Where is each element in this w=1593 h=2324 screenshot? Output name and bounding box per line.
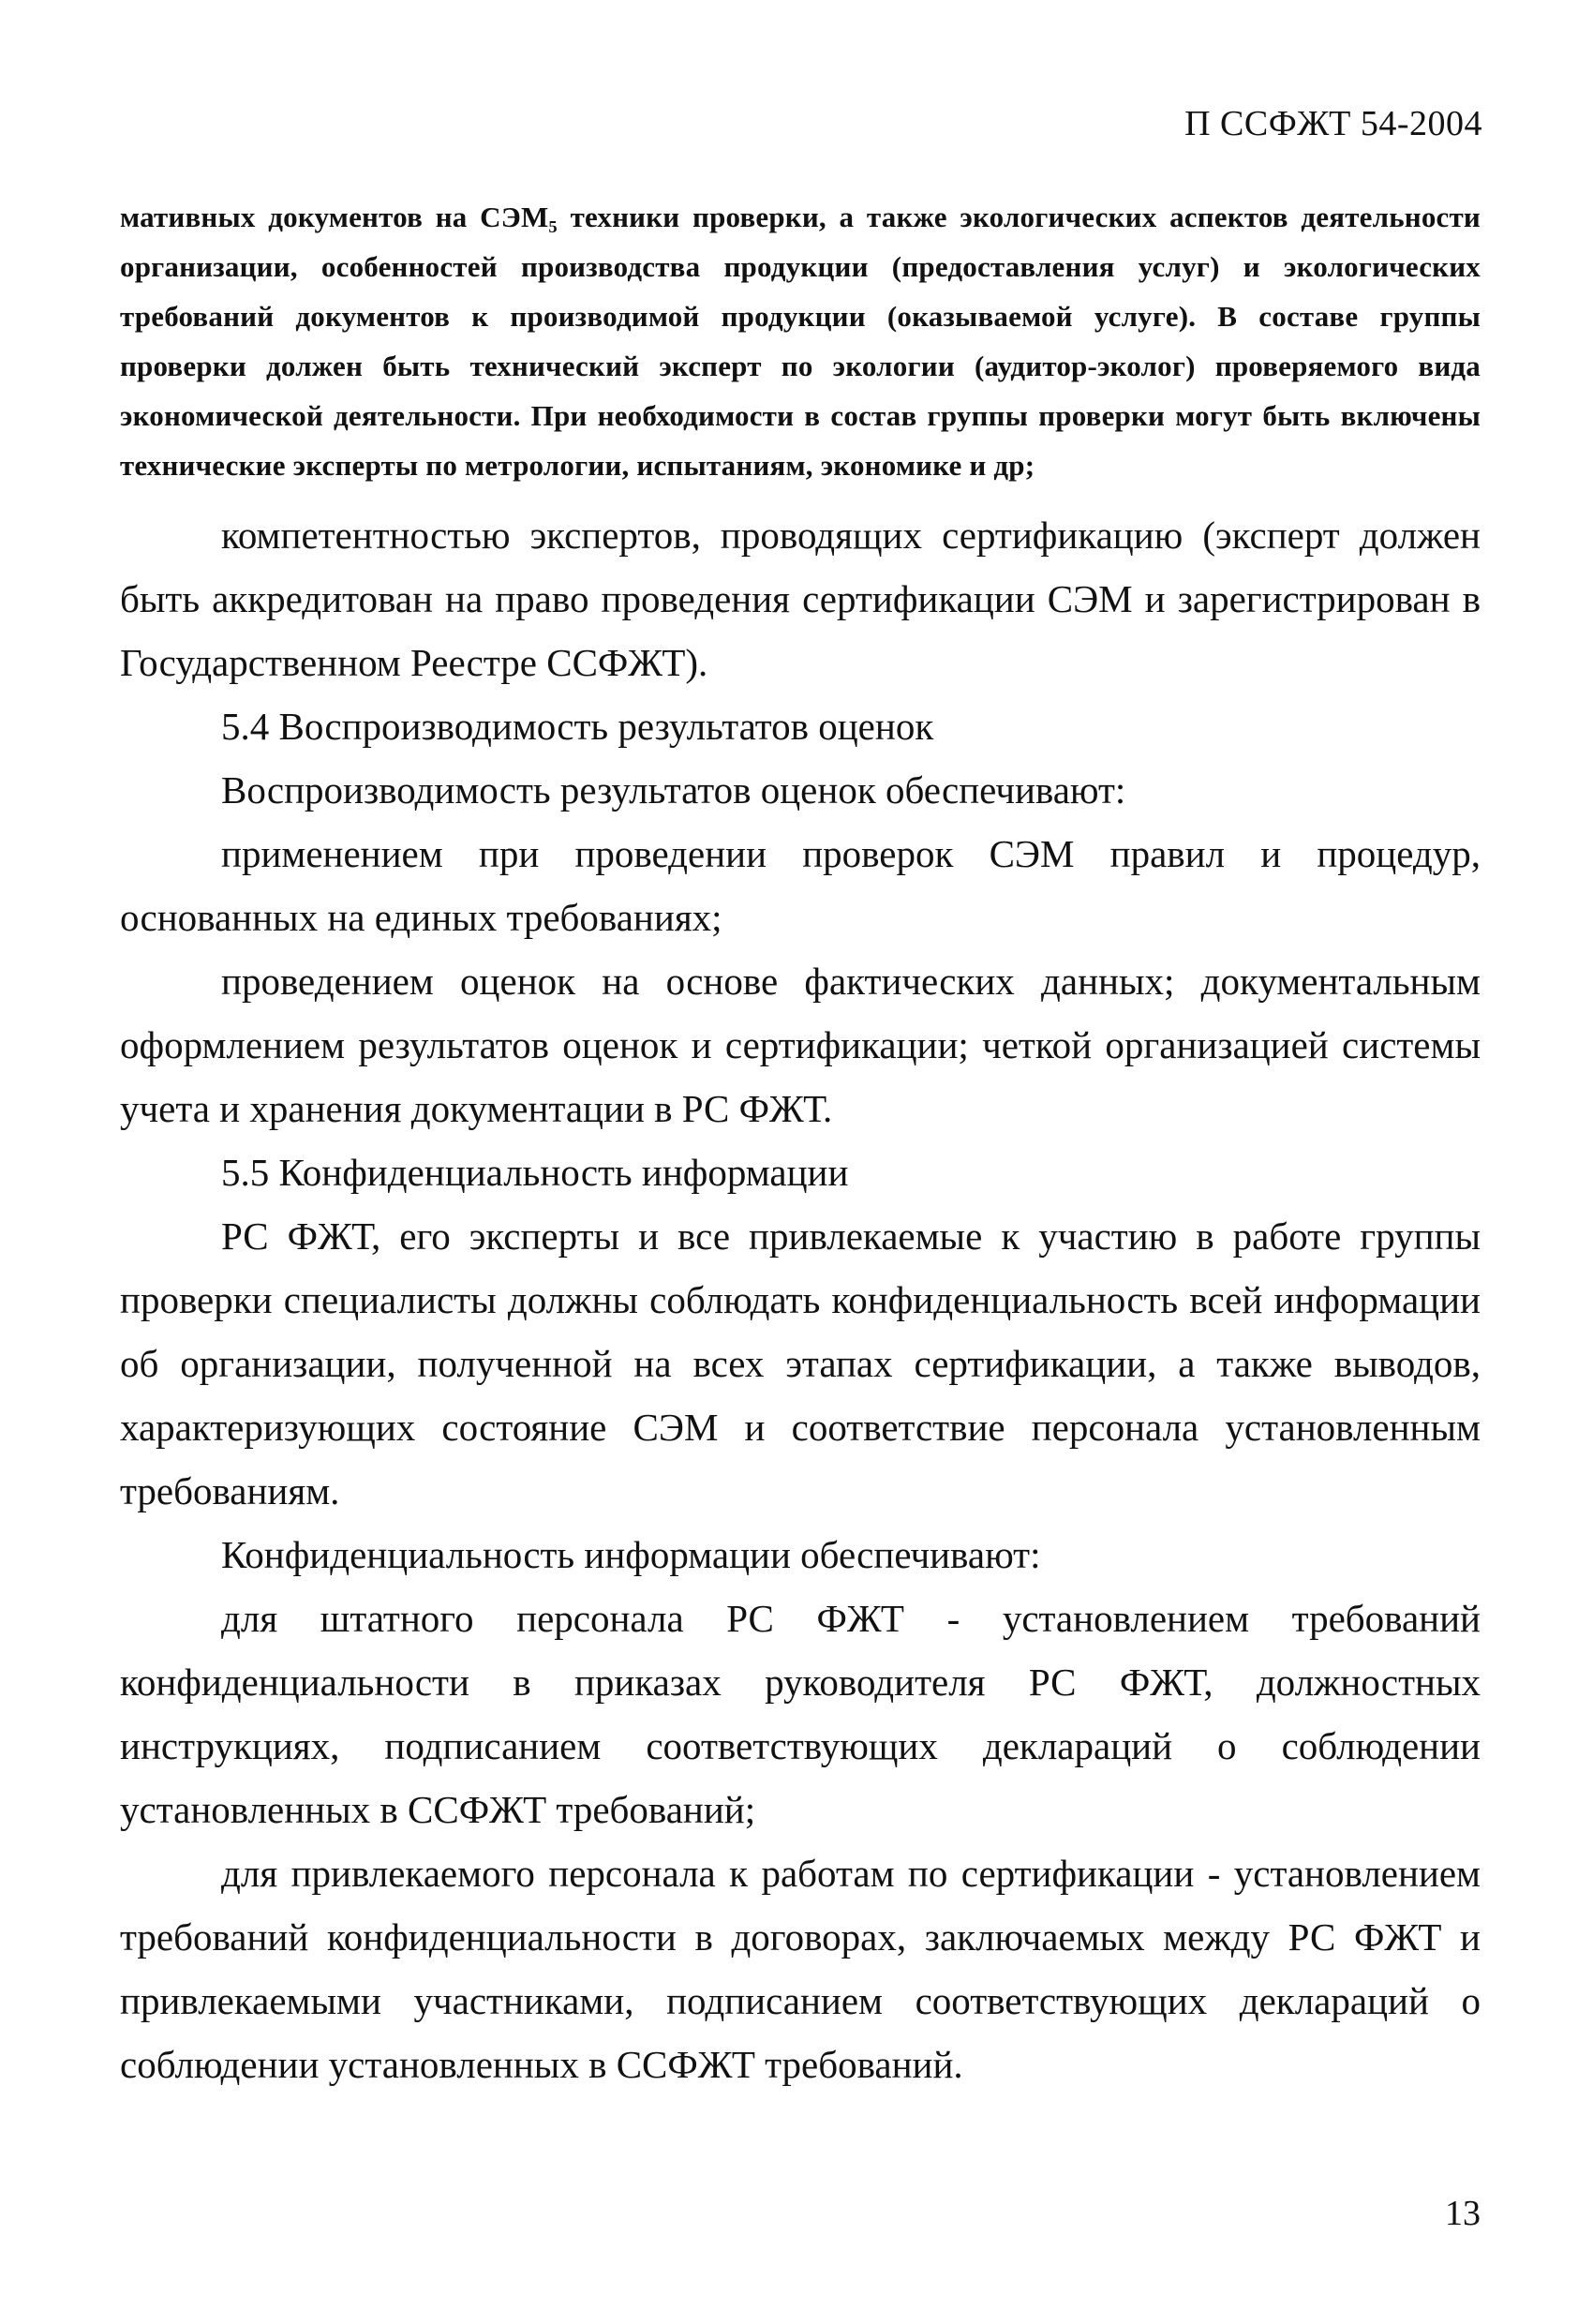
paragraph-reproducibility-evidence: проведением оценок на основе фактических данных; документальным оформлением результатов оценок и сертификации; четкой организацией системы учета и хранения документации в РС ФЖТ.	[120, 960, 1481, 1130]
paragraph-reproducibility-rules: применением при проведении проверок СЭМ правил и процедур, основанных на единых требованиях;	[120, 832, 1481, 939]
paragraph-competence: компетентностью экспертов, проводящих сертификацию (эксперт должен быть аккредитован на право проведения сертификации СЭМ и зарегистрирован в Государственном Реестре ССФЖТ).	[120, 514, 1481, 684]
paragraph-contractor-confidentiality: для привлекаемого персонала к работам по сертификации - установлением требований конфиденциальности в договорах, заключаемых между РС ФЖТ и привлекаемыми участниками, подписанием соответствующих деклараций о соблюдении установленных в ССФЖТ требований.	[120, 1852, 1481, 2086]
paragraph-reproducibility-intro: Воспроизводимость результатов оценок обеспечивают:	[221, 768, 1126, 812]
paragraph-confidentiality-obligation: РС ФЖТ, его эксперты и все привлекаемые к участию в работе группы проверки специалисты должны соблюдать конфиденциальность всей информации об организации, полученной на всех этапах сертификации, а также выводов, характеризующих состояние СЭМ и соответствие персонала установленным требованиям.	[120, 1214, 1481, 1512]
page-number: 13	[1445, 2194, 1481, 2233]
paragraph-staff-confidentiality: для штатного персонала РС ФЖТ - установлением требований конфиденциальности в приказах руководителя РС ФЖТ, должностных инструкциях, подписанием соответствующих деклараций о соблюдении установленных в ССФЖТ требований;	[120, 1597, 1481, 1831]
section-heading-5-4: 5.4 Воспроизводимость результатов оценок	[221, 705, 934, 748]
paragraph-confidentiality-intro: Конфиденциальность информации обеспечивают:	[221, 1533, 1041, 1576]
paragraph-continuation: мативных документов на СЭМ₅ техники проверки, а также экологических аспектов деятельности организации, особенностей производства продукции (предоставления услуг) и экологических требований документов к производимой продукции (оказываемой услуге). В составе группы проверки должен быть технический эксперт по экологии (аудитор-эколог) проверяемого вида экономической деятельности. При необходимости в состав группы проверки могут быть включены технические эксперты по метрологии, испытаниям, экономике и др;	[120, 201, 1481, 482]
document-code-header: П ССФЖТ 54-2004	[1184, 104, 1482, 143]
document-body	[120, 192, 1481, 2096]
section-heading-5-5: 5.5 Конфиденциальность информации	[221, 1151, 849, 1194]
